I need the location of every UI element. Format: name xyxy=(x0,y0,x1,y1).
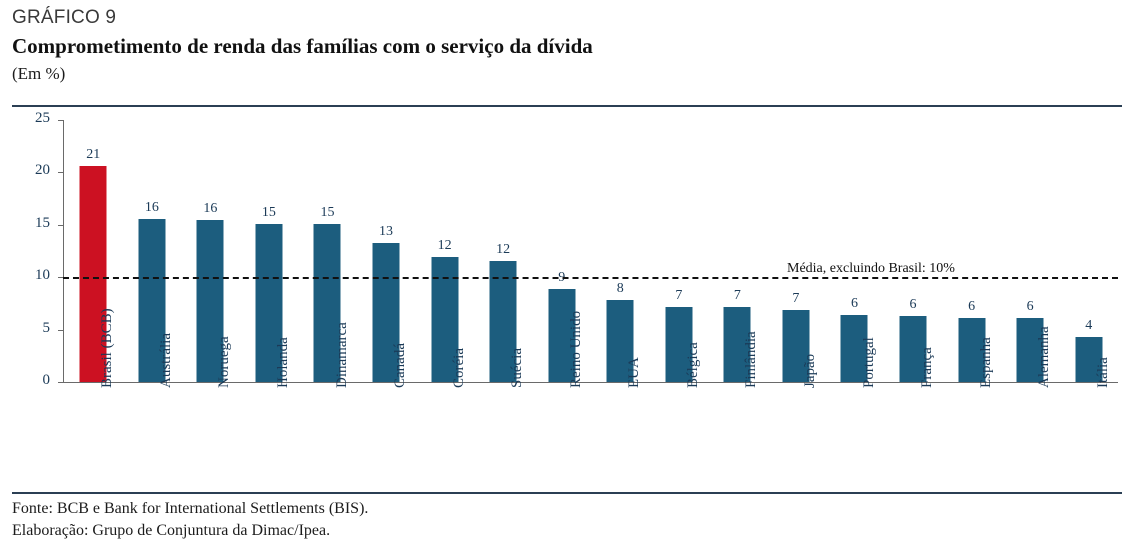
divider-bottom xyxy=(12,492,1122,494)
x-axis-label: Itália xyxy=(1094,357,1111,388)
bar-slot xyxy=(591,120,650,382)
x-axis-label: Austrália xyxy=(157,333,174,388)
x-axis-label: EUA xyxy=(626,357,643,388)
bar-value-label: 6 xyxy=(968,299,976,315)
bar-value-label: 16 xyxy=(144,199,159,215)
chart-number: GRÁFICO 9 xyxy=(12,7,117,28)
y-axis-tick xyxy=(58,382,63,383)
y-axis-tick xyxy=(58,330,63,331)
bar-slot xyxy=(415,120,474,382)
chart-source xyxy=(12,498,368,542)
y-axis-label: 0 xyxy=(42,372,50,388)
x-axis-label: Portugal xyxy=(860,337,877,388)
y-axis-tick xyxy=(58,225,63,226)
mean-line-label: Média, excluindo Brasil: 10% xyxy=(787,261,955,277)
x-axis-label: Bélgica xyxy=(684,342,701,388)
source-line-1: Fonte: BCB e Bank for International Settlements (BIS). xyxy=(12,500,369,517)
divider-top xyxy=(12,105,1122,107)
x-axis-label: França xyxy=(919,347,936,388)
x-axis-label: Coréia xyxy=(450,348,467,388)
bar-value-label: 7 xyxy=(733,287,741,303)
y-axis-tick xyxy=(58,120,63,121)
bar-slot xyxy=(767,120,826,382)
bar-slot xyxy=(1059,120,1118,382)
y-axis-label: 20 xyxy=(35,162,50,179)
bar-value-label: 6 xyxy=(909,296,917,312)
y-axis-label: 10 xyxy=(35,267,50,284)
bar-value-label: 15 xyxy=(261,204,276,220)
mean-line xyxy=(63,277,1118,279)
bar-value-label: 16 xyxy=(203,200,218,216)
x-axis-label: Noruega xyxy=(216,336,233,388)
bar-value-label: 21 xyxy=(86,147,101,163)
bar-value-label: 7 xyxy=(792,290,800,306)
x-axis-label: Brasil (BCB) xyxy=(99,308,116,388)
bar-value-label: 6 xyxy=(1026,299,1034,315)
x-axis-label: Alemanha xyxy=(1036,326,1053,388)
bar-value-label: 4 xyxy=(1085,317,1093,333)
x-axis-label: Dinamarca xyxy=(333,322,350,388)
y-axis-label: 25 xyxy=(35,110,50,126)
bar-value-label: 8 xyxy=(616,281,624,297)
bar-value-label: 9 xyxy=(558,269,566,285)
x-axis-label: Suécia xyxy=(509,348,526,388)
x-axis-label: Espanha xyxy=(977,337,994,388)
x-axis-label: Finlândia xyxy=(743,331,760,388)
x-axis-label: Canadá xyxy=(392,343,409,388)
bar-value-label: 12 xyxy=(496,242,511,258)
chart-unit: (Em %) xyxy=(12,64,66,83)
x-axis-label: Reino Unido xyxy=(567,310,584,388)
bar-value-label: 6 xyxy=(850,295,858,311)
bar-value-label: 13 xyxy=(379,223,394,239)
bar-value-label: 15 xyxy=(320,204,335,220)
y-axis-label: 5 xyxy=(42,319,50,336)
bar-slot xyxy=(884,120,943,382)
x-axis-label: Holanda xyxy=(274,337,291,388)
bar-value-label: 7 xyxy=(675,287,683,303)
bar-slot xyxy=(474,120,533,382)
source-line-2: Elaboração: Grupo de Conjuntura da Dimac/Ipea. xyxy=(12,522,331,539)
page-title: Comprometimento de renda das famílias com o serviço da dívida xyxy=(12,34,593,58)
bar-value-label: 12 xyxy=(437,238,452,254)
x-axis-label: Japão xyxy=(801,353,818,388)
chart-plot-area xyxy=(12,112,1122,492)
y-axis-label: 15 xyxy=(35,214,50,231)
chart-header xyxy=(12,6,1122,85)
y-axis-tick xyxy=(58,172,63,173)
